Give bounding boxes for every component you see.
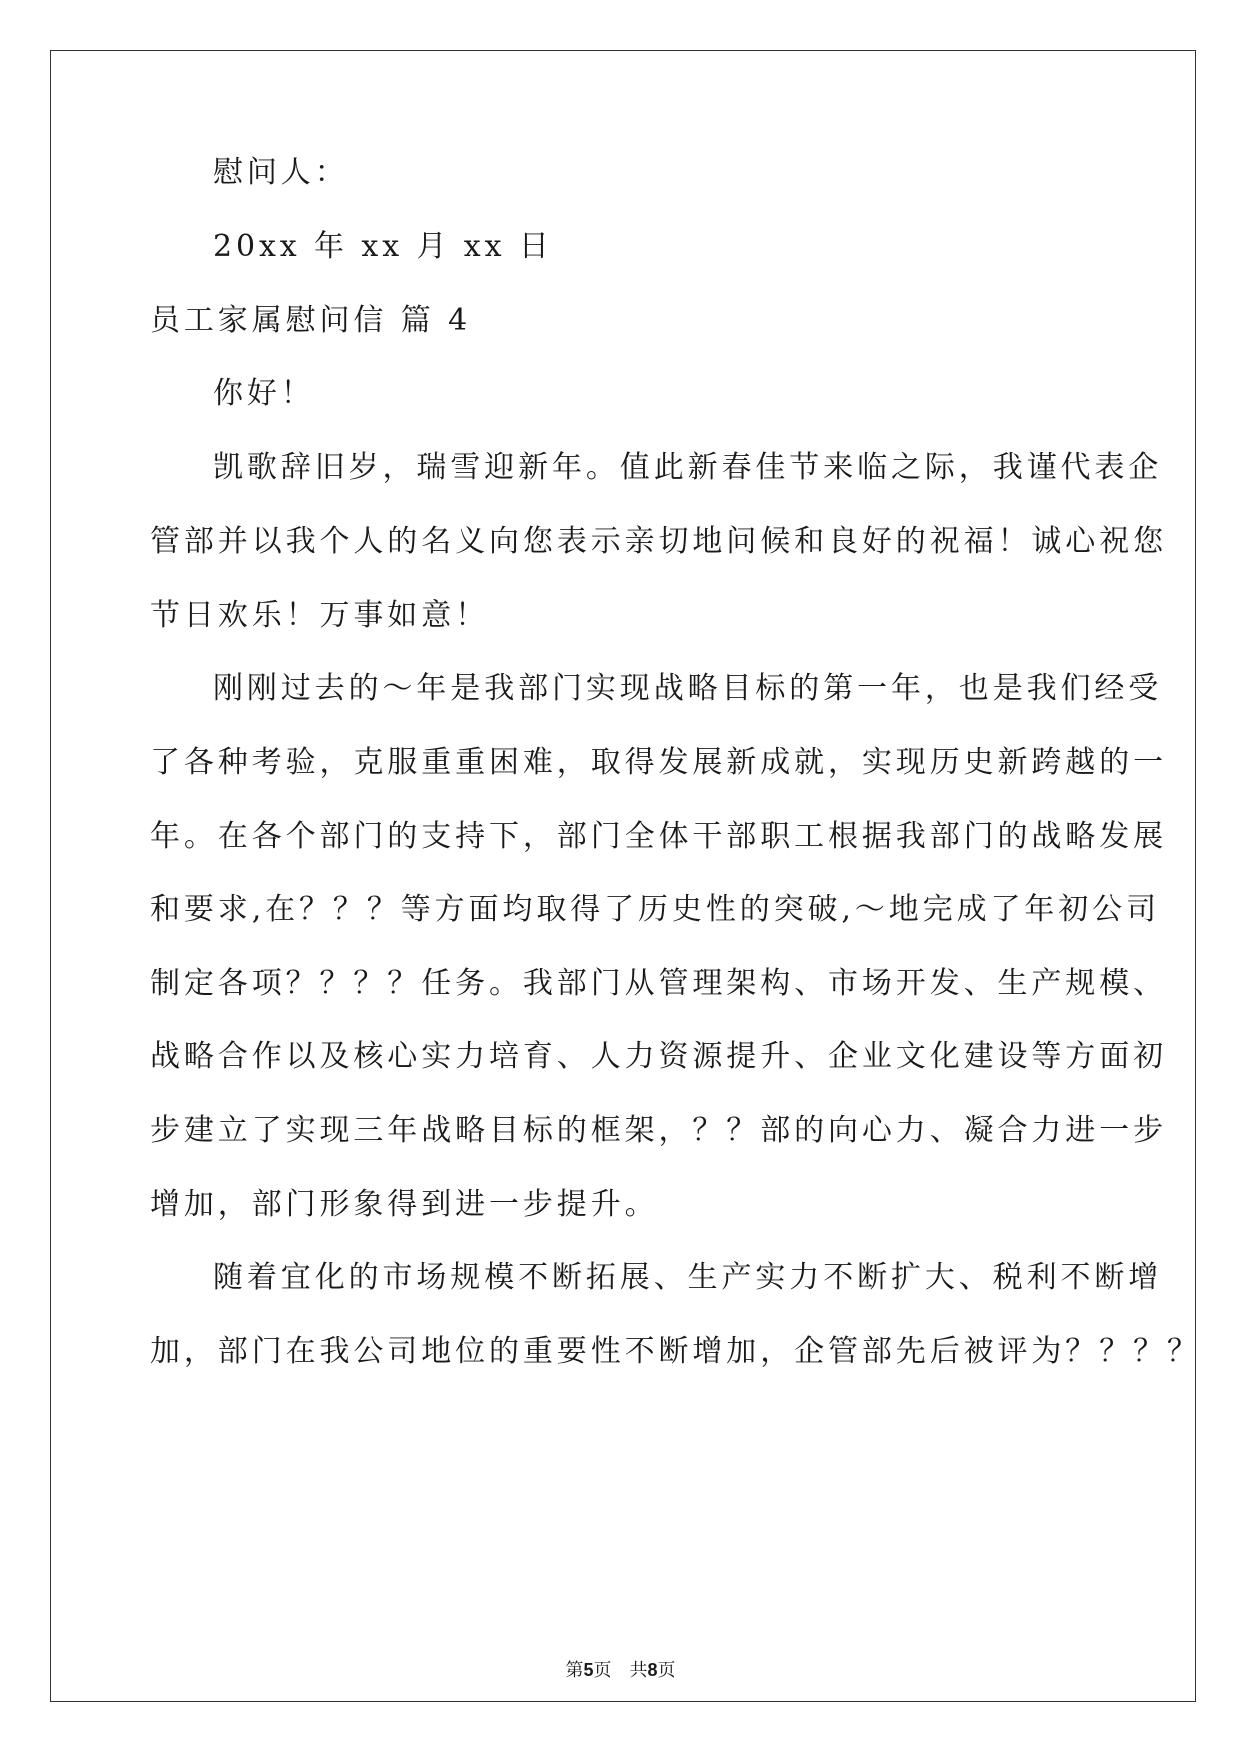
- total-pages-number: 8: [647, 1660, 658, 1680]
- paragraph-line: 战略合作以及核心实力培育、人力资源提升、企业文化建设等方面初: [150, 1039, 1167, 1074]
- total-suffix: 页: [657, 1660, 676, 1681]
- paragraph-line: 和要求,在？？？等方面均取得了历史性的突破,～地完成了年初公司: [150, 892, 1160, 927]
- paragraph-line: 刚刚过去的～年是我部门实现战略目标的第一年，也是我们经受: [213, 671, 1163, 706]
- page-footer: [0, 1658, 1241, 1683]
- current-page-number: 5: [583, 1660, 594, 1680]
- page-prefix: 第: [565, 1660, 584, 1681]
- paragraph-line: 随着宜化的市场规模不断拓展、生产实力不断扩大、税利不断增: [213, 1260, 1163, 1295]
- page-border: [50, 50, 1196, 1702]
- paragraph-line: 加，部门在我公司地位的重要性不断增加，企管部先后被评为？？？？: [150, 1334, 1201, 1369]
- page-suffix: 页: [593, 1660, 612, 1681]
- paragraph-line: 凯歌辞旧岁，瑞雪迎新年。值此新春佳节来临之际，我谨代表企: [213, 450, 1163, 485]
- paragraph-line: 节日欢乐！万事如意！: [150, 598, 489, 633]
- paragraph-line: 增加，部门形象得到进一步提升。: [150, 1187, 659, 1222]
- paragraph-line: 了各种考验，克服重重困难，取得发展新成就，实现历史新跨越的一: [150, 745, 1167, 780]
- total-prefix: 共: [629, 1660, 648, 1681]
- section-title: 员工家属慰问信 篇 4: [150, 303, 472, 338]
- paragraph-line: 制定各项？？？？任务。我部门从管理架构、市场开发、生产规模、: [150, 966, 1167, 1001]
- greeting: 你好！: [213, 376, 315, 411]
- paragraph-line: 年。在各个部门的支持下，部门全体干部职工根据我部门的战略发展: [150, 819, 1167, 854]
- paragraph-line: 步建立了实现三年战略目标的框架，？？部的向心力、凝合力进一步: [150, 1113, 1167, 1148]
- signature-label: 慰问人：: [213, 155, 349, 190]
- paragraph-line: 管部并以我个人的名义向您表示亲切地问候和良好的祝福！诚心祝您: [150, 524, 1167, 559]
- date-line: 20xx 年 xx 月 xx 日: [213, 229, 553, 264]
